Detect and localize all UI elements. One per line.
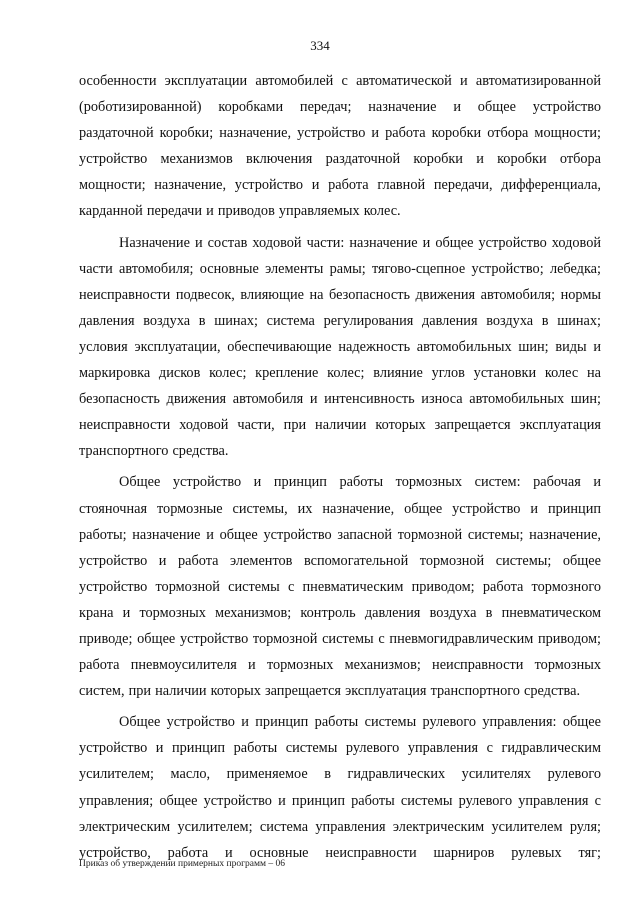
paragraph-steering-system: Общее устройство и принцип работы системы рулевого управления: общее устройство и принцип работы системы рулевого управления с гидравлическим усилителем; масло, применяемое в гидравлических усилителях рулевого управления; общее устройство и принцип работы системы рулевого управления с электрическим усилителем; система управления электрическим усилителем руля; устройство, работа и основные неисправности шарниров рулевых тяг; xyxy=(79,714,601,861)
paragraph-transmission-continued: особенности эксплуатации автомобилей с автоматической и автоматизированной (роботизированной) коробками передач; назначение и общее устройство раздаточной коробки; назначение, устройство и работа коробки отбора мощности; устройство механизмов включения раздаточной коробки и коробки отбора мощности; назначение, устройство и работа главной передачи, дифференциала, карданной передачи и приводов управляемых колес. xyxy=(79,73,601,220)
paragraph-brake-systems: Общее устройство и принцип работы тормозных систем: рабочая и стояночная тормозные системы, их назначение, общее устройство и принцип работы; назначение и общее устройство запасной тормозной системы; назначение, устройство и работа элементов вспомогательной тормозной системы; общее устройство тормозной системы с пневматическим приводом; работа тормозного крана и тормозных механизмов; контроль давления воздуха в пневматическом приводе; общее устройство тормозной системы с пневмогидравлическим приводом; работа пневмоусилителя и тормозных механизмов; неисправности тормозных систем, при наличии которых запрещается эксплуатация транспортного средства. xyxy=(79,474,601,700)
paragraph-running-gear: Назначение и состав ходовой части: назначение и общее устройство ходовой части автомобиля; основные элементы рамы; тягово-сцепное устройство; лебедка; неисправности подвесок, влияющие на безопасность движения автомобиля; нормы давления воздуха в шинах; система регулирования давления воздуха в шинах; условия эксплуатации, обеспечивающие надежность автомобильных шин; виды и маркировка дисков колес; крепление колес; влияние углов установки колес на безопасность движения автомобиля и интенсивность износа автомобильных шин; неисправности ходовой части, при наличии которых запрещается эксплуатация транспортного средства. xyxy=(79,234,601,460)
body-text xyxy=(79,68,601,866)
page-number: 334 xyxy=(310,38,330,53)
footer-note: Приказ об утверждении примерных программ – 06 xyxy=(79,859,285,869)
